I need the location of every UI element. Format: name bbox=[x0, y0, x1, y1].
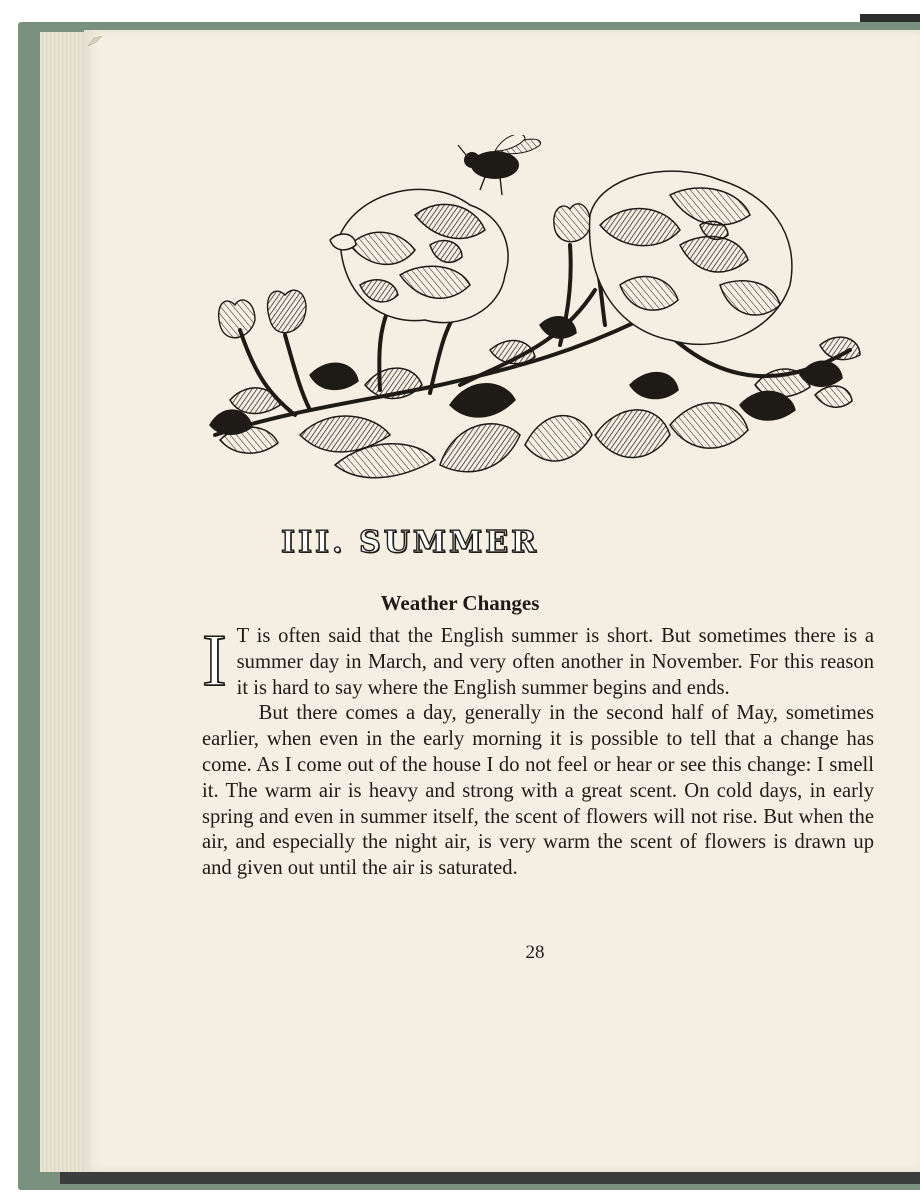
section-heading: Weather Changes bbox=[380, 591, 540, 615]
right-rose-bloom bbox=[590, 171, 792, 344]
paragraph-1 bbox=[202, 620, 874, 702]
left-rose-bloom bbox=[330, 189, 508, 322]
paragraph-1-text: T is often said that the English summer is short. But sometimes there is a summer day in March, and very often another in November. For this reason it is hard to say where the English summer begins and ends. bbox=[236, 625, 874, 699]
drop-cap-letter: I bbox=[202, 620, 227, 702]
bumblebee bbox=[458, 135, 541, 195]
rose-leaves bbox=[210, 317, 860, 478]
paragraph-2: But there comes a day, generally in the second half of May, sometimes earlier, when even in the early morning it is possible to tell that a change has come. As I come out of the house I do not feel or hear or see this change: I smell it. The warm air is heavy and strong with a great scent. On cold days, in early spring and even in summer itself, the scent of flowers will not rise. But when the air, and especially the night air, is very warm the scent of flowers is drawn up and given out until the air is saturated. bbox=[202, 702, 874, 880]
page-corner-fold bbox=[88, 36, 102, 46]
page-number: 28 bbox=[525, 942, 545, 963]
rose-engraving-illustration bbox=[200, 135, 870, 500]
page-block-edges bbox=[40, 32, 86, 1172]
body-text bbox=[202, 620, 874, 882]
cover-bottom-edge bbox=[60, 1170, 920, 1184]
chapter-title: III. SUMMER bbox=[280, 525, 540, 560]
